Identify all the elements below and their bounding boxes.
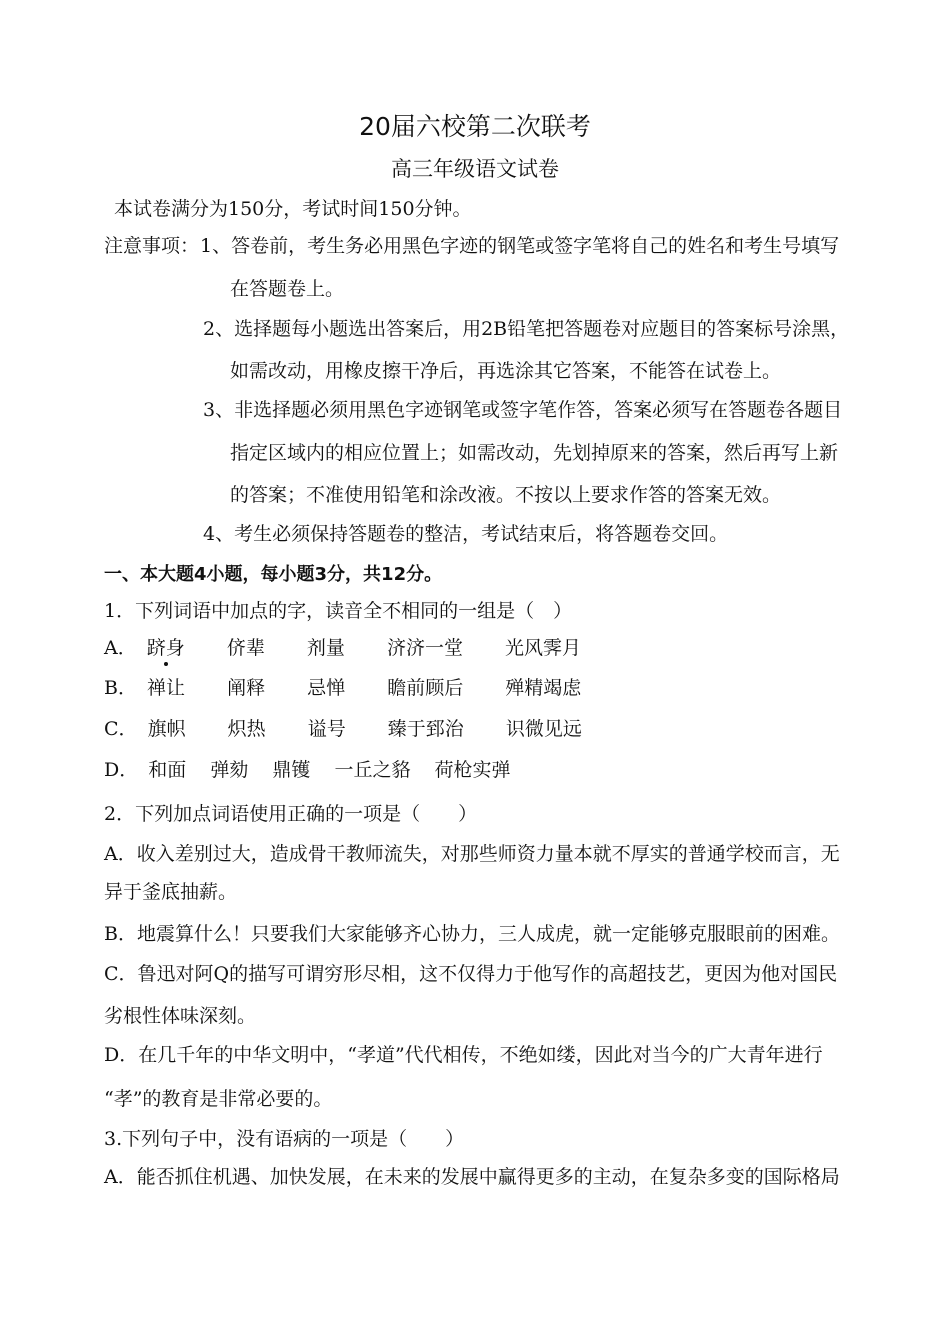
q2-option-a-cont: 异于釜底抽薪。 [104,881,238,903]
notice-label: 注意事项： [104,235,200,257]
page-title: 20届六校第二次联考 [359,112,591,141]
page-subtitle: 高三年级语文试卷 [391,157,559,181]
word: 一丘之貉 [334,759,411,781]
word: 臻于郅治 [387,718,464,740]
word: 跻身 [146,637,185,659]
notice-item-2-cont: 如需改动，用橡皮擦干净后，再选涂其它答案，不能答在试卷上。 [230,360,782,382]
q1-option-b [104,676,617,700]
q2-option-c-cont: 劣根性体味深刻。 [104,1005,257,1027]
word: 荷枪实弹 [434,759,511,781]
word: 济济一堂 [386,637,463,659]
q2-stem: 2．下列加点词语使用正确的一项是（ ） [104,803,478,825]
word: 和面 [148,759,187,781]
word: 忌惮 [307,677,346,699]
notice-item-3-cont2: 的答案；不准使用铅笔和涂改液。不按以上要求作答的答案无效。 [230,484,782,506]
notice-item-3: 3、非选择题必须用黑色字迹钢笔或签字笔作答，答案必须写在答题卷各题目 [203,399,843,421]
q1-option-c [104,717,618,741]
q3-option-a: A．能否抓住机遇、加快发展，在未来的发展中赢得更多的主动，在复杂多变的国际格局 [104,1166,840,1188]
q2-option-b: B．地震算什么！只要我们大家能够齐心协力，三人成虎，就一定能够克服眼前的困难。 [104,923,840,945]
section-heading: 一、本大题4小题，每小题3分，共12分。 [104,564,443,585]
option-label: A． [104,637,137,659]
exam-info: 本试卷满分为150分，考试时间150分钟。 [114,198,472,220]
notice-item-3-cont: 指定区域内的相应位置上；如需改动，先划掉原来的答案，然后再写上新 [230,442,839,464]
option-label: C． [104,718,138,740]
word: 鼎镬 [272,759,311,781]
word: 殚精竭虑 [505,677,582,699]
word: 侪辈 [226,637,265,659]
word: 谥号 [307,718,346,740]
word: 阐释 [227,677,266,699]
notice-item-1-cont: 在答题卷上。 [230,278,345,300]
q1-option-a [104,636,617,660]
word: 瞻前顾后 [387,677,464,699]
word: 光风霁月 [505,637,582,659]
option-label: D． [104,759,139,781]
notice-item-4: 4、考生必须保持答题卷的整洁，考试结束后，将答题卷交回。 [203,523,729,545]
word: 旗帜 [147,718,186,740]
word: 识微见远 [505,718,582,740]
q1-stem: 1．下列词语中加点的字，读音全不相同的一组是（ ） [104,600,573,622]
notice-item-1: 1、答卷前，考生务必用黑色字迹的钢笔或签字笔将自己的姓名和考生号填写 [200,235,840,257]
word: 剂量 [306,637,345,659]
notice-item-2: 2、选择题每小题选出答案后，用2B铅笔把答题卷对应题目的答案标号涂黑， [203,318,850,340]
q3-stem: 3.下列句子中，没有语病的一项是（ ） [104,1128,465,1150]
q2-option-d-cont: “孝”的教育是非常必要的。 [104,1088,333,1110]
q2-option-c: C．鲁迅对阿Q的描写可谓穷形尽相，这不仅得力于他写作的高超技艺，更因为他对国民 [104,963,838,985]
word: 弹劾 [210,759,249,781]
word: 禅让 [147,677,186,699]
word: 炽热 [227,718,266,740]
q1-option-d [104,758,547,782]
q2-option-d: D．在几千年的中华文明中，“孝道”代代相传，不绝如缕，因此对当今的广大青年进行 [104,1044,823,1066]
option-label: B． [104,677,137,699]
q2-option-a: A．收入差别过大，造成骨干教师流失，对那些师资力量本就不厚实的普通学校而言，无 [104,843,840,865]
